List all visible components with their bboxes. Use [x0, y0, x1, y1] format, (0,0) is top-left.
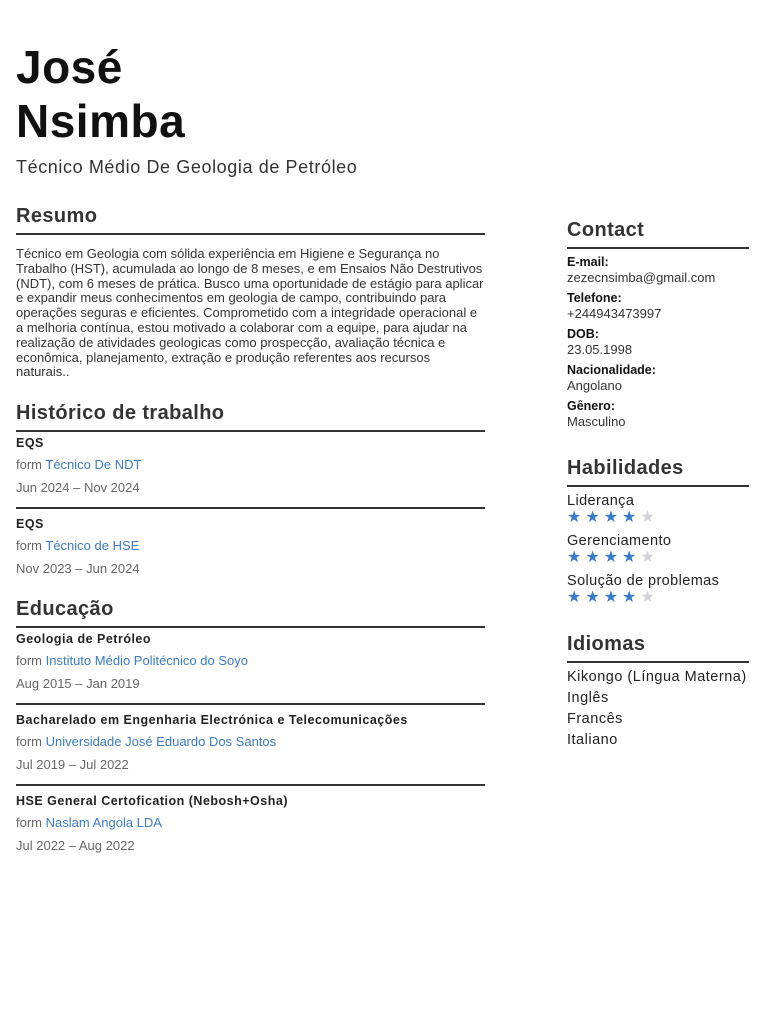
work-dates: Jun 2024 – Nov 2024 — [16, 480, 140, 496]
dob-value: 23.05.1998 — [567, 342, 633, 357]
star-filled-icon: ★ — [603, 509, 623, 526]
star-filled-icon: ★ — [622, 549, 641, 566]
phone-value[interactable]: +244943473997 — [567, 306, 662, 321]
sidebar — [567, 219, 749, 748]
education-degree: HSE General Certofication (Nebosh+Osha) — [16, 794, 288, 809]
languages-heading: Idiomas — [567, 633, 749, 663]
education-school-line — [16, 734, 485, 749]
star-filled-icon: ★ — [603, 589, 623, 606]
star-filled-icon: ★ — [622, 589, 641, 606]
work-entry — [16, 432, 485, 495]
star-filled-icon: ★ — [622, 509, 641, 526]
star-filled-icon: ★ — [567, 589, 586, 606]
skill-name: Solução de problemas — [567, 573, 720, 589]
star-filled-icon: ★ — [567, 549, 586, 566]
skills-heading: Habilidades — [567, 457, 749, 487]
education-list — [16, 628, 485, 853]
skill-item — [567, 493, 749, 527]
nationality-label: Nacionalidade: — [567, 363, 656, 377]
contact-heading: Contact — [567, 219, 749, 249]
star-filled-icon: ★ — [585, 509, 604, 526]
first-name: José — [16, 41, 123, 93]
skill-item — [567, 573, 749, 607]
star-filled-icon: ★ — [585, 589, 604, 606]
star-empty-icon: ★ — [640, 549, 659, 566]
star-empty-icon: ★ — [640, 509, 659, 526]
work-prefix: form — [16, 457, 42, 473]
work-dates: Nov 2023 – Jun 2024 — [16, 561, 140, 577]
education-dates: Aug 2015 – Jan 2019 — [16, 676, 140, 692]
gender-label: Gênero: — [567, 399, 615, 413]
email-value[interactable]: zezecnsimba@gmail.com — [567, 270, 716, 285]
work-prefix: form — [16, 538, 42, 554]
work-list — [16, 432, 485, 576]
phone-label: Telefone: — [567, 291, 622, 305]
work-company: EQS — [16, 517, 44, 532]
education-school-link[interactable]: Instituto Médio Politécnico do Soyo — [45, 653, 248, 669]
education-school-link[interactable]: Universidade José Eduardo Dos Santos — [45, 734, 277, 750]
full-name — [16, 40, 485, 148]
education-school-line — [16, 815, 485, 830]
skill-rating — [567, 589, 749, 607]
education-entry — [16, 628, 485, 691]
skill-name: Gerenciamento — [567, 533, 672, 549]
work-role-link[interactable]: Técnico de HSE — [45, 538, 140, 554]
education-prefix: form — [16, 734, 42, 750]
work-entry — [16, 507, 485, 576]
skill-rating — [567, 549, 749, 567]
job-title: Técnico Médio De Geologia de Petróleo — [16, 157, 358, 177]
work-company: EQS — [16, 436, 44, 451]
work-role-link[interactable]: Técnico De NDT — [45, 457, 142, 473]
skill-name: Liderança — [567, 493, 635, 509]
education-prefix: form — [16, 815, 42, 831]
languages-list — [567, 669, 749, 748]
language-item: Italiano — [567, 732, 618, 748]
education-dates: Jul 2022 – Aug 2022 — [16, 838, 135, 854]
skill-item — [567, 533, 749, 567]
education-heading: Educação — [16, 598, 485, 628]
education-degree: Bacharelado em Engenharia Electrónica e Telecomunicações — [16, 713, 408, 728]
education-school-line — [16, 653, 485, 668]
skills-list — [567, 493, 749, 607]
language-item: Francês — [567, 711, 623, 727]
dob-label: DOB: — [567, 327, 599, 341]
work-role-line — [16, 538, 485, 553]
star-filled-icon: ★ — [585, 549, 604, 566]
star-filled-icon: ★ — [603, 549, 623, 566]
education-dates: Jul 2019 – Jul 2022 — [16, 757, 129, 773]
education-school-link[interactable]: Naslam Angola LDA — [45, 815, 162, 831]
last-name: Nsimba — [16, 95, 186, 147]
language-item: Kikongo (Língua Materna) — [567, 669, 747, 685]
education-prefix: form — [16, 653, 42, 669]
star-filled-icon: ★ — [567, 509, 586, 526]
summary-heading: Resumo — [16, 205, 485, 235]
summary-text: Técnico em Geologia com sólida experiência em Higiene e Segurança no Trabalho (HST), acumulada ao longo de 8 meses, e em Ensaios Não Destrutivos (NDT), com 6 meses de prática. Busco uma oportunidade de estágio para aplicar e expandir meus conhecimentos em geologia de campo, contribuindo para operações seguras e eficientes. Comprometido com a integridade operacional e a melhoria contínua, estou motivado a colaborar com a equipe, para ajudar na realização de atividades geologicas como prospecção, avaliação técnica e econômica, planejamento, extração e produção referentes aos recursos naturais.. — [16, 246, 484, 380]
gender-value: Masculino — [567, 414, 626, 429]
language-item: Inglês — [567, 690, 609, 706]
education-entry — [16, 784, 485, 853]
education-degree: Geologia de Petróleo — [16, 632, 152, 647]
education-entry — [16, 703, 485, 772]
contact-list — [567, 255, 749, 429]
work-role-line — [16, 457, 485, 472]
skill-rating — [567, 509, 749, 527]
nationality-value: Angolano — [567, 378, 622, 393]
main-column — [16, 40, 485, 853]
star-empty-icon: ★ — [640, 589, 659, 606]
work-heading: Histórico de trabalho — [16, 402, 485, 432]
email-label: E-mail: — [567, 255, 609, 269]
